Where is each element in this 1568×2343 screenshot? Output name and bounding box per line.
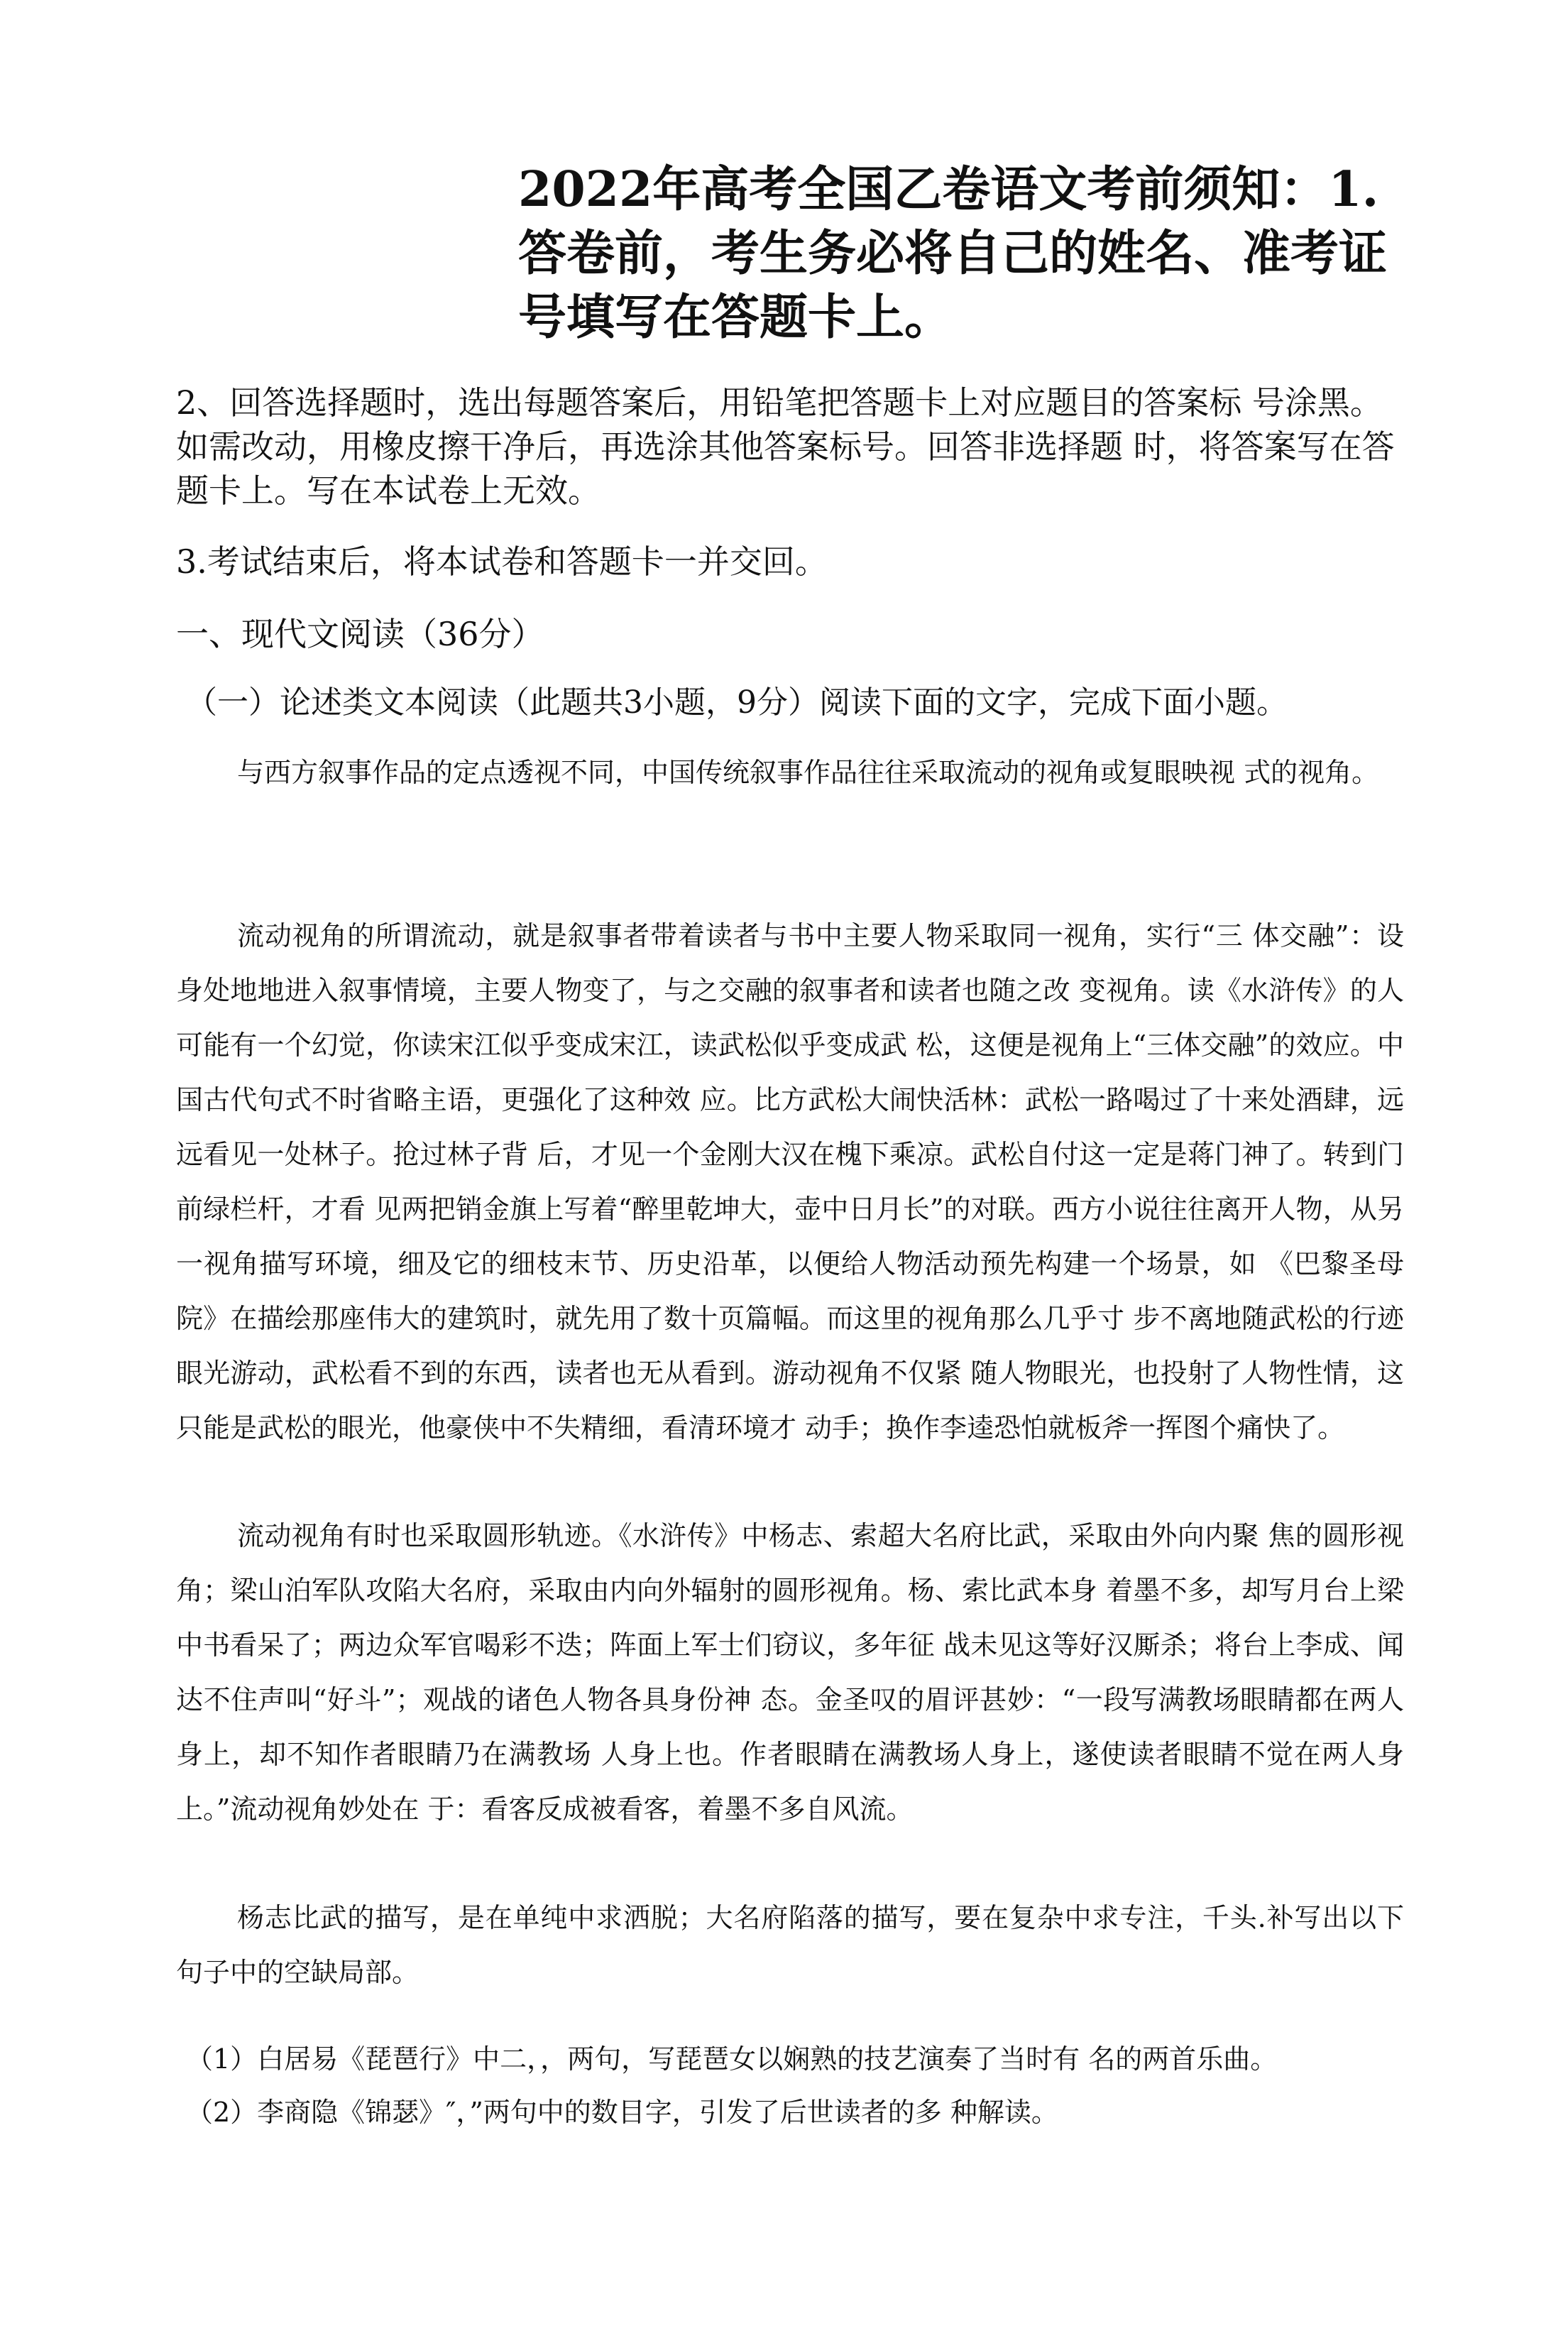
passage-paragraph-3: 流动视角有时也采取圆形轨迹。《水浒传》中杨志、索超大名府比武，采取由外向内聚 焦的圆形视角；梁山泊军队攻陷大名府，采取由内向外辐射的圆形视角。杨、索比武本身 着墨不多，却写月台上梁中书看呆了；两边众军官喝彩不迭；阵面上军士们窃议，多年征 战未见这等好汉厮杀；将台上李成、闻达不住声叫“好斗”；观战的诸色人物各具身份神 态。金圣叹的眉评甚妙：“一段写满教场眼睛都在两人身上，却不知作者眼睛乃在满教场 人身上也。作者眼睛在满教场人身上，遂使读者眼睛不觉在两人身上。”流动视角妙处在 于：看客反成被看客，着墨不多自风流。 bbox=[176, 1520, 1404, 1825]
passage-paragraph-2: 流动视角的所谓流动，就是叙事者带着读者与书中主要人物采取同一视角，实行“三 体交融”：设身处地地进入叙事情境，主要人物变了，与之交融的叙事者和读者也随之改 变视角。读《水浒传》的人可能有一个幻觉，你读宋江似乎变成宋江，读武松似乎变成武 松，这便是视角上“三体交融”的效应。中国古代句式不时省略主语，更强化了这种效 应。比方武松大闹快活林：武松一路喝过了十来处酒肆，远远看见一处林子。抢过林子背 后，才见一个金刚大汉在槐下乘凉。武松自付这一定是蒋门神了。转到门前绿栏杆，才看 见两把销金旗上写着“醉里乾坤大，壶中日月长”的对联。西方小说往往离开人物，从另 一视角描写环境，细及它的细枝末节、历史沿革，以便给人物活动预先构建一个场景，如 《巴黎圣母院》在描绘那座伟大的建筑时，就先用了数十页篇幅。而这里的视角那么几乎寸 步不离地随武松的行迹眼光游动，武松看不到的东西，读者也无从看到。游动视角不仅紧 随人物眼光，也投射了人物性情，这只能是武松的眼光，他豪侠中不失精细，看清环境才 动手；换作李逵恐怕就板斧一挥图个痛快了。 bbox=[176, 920, 1404, 1443]
instruction-item-3: 3.考试结束后，将本试卷和答题卡一并交回。 bbox=[176, 542, 828, 581]
section-heading: 一、现代文阅读（36分） bbox=[176, 615, 544, 653]
question-2: （2）李商隐《锦瑟》″，”两句中的数目字，引发了后世读者的多 种解读。 bbox=[186, 2097, 1058, 2128]
passage-paragraph-1: 与西方叙事作品的定点透视不同，中国传统叙事作品往往采取流动的视角或复眼映视 式的视角。 bbox=[237, 757, 1379, 788]
passage-paragraph-4: 杨志比武的描写，是在单纯中求洒脱；大名府陷落的描写，要在复杂中求专注，千头.补写出以下句子中的空缺局部。 bbox=[176, 1902, 1404, 1988]
page-title: 2022年高考全国乙卷语文考前须知：1.答卷前，考生务必将自己的姓名、准考证号填写在答题卡上。 bbox=[518, 161, 1388, 346]
instruction-item-2: 2、回答选择题时，选出每题答案后，用铅笔把答题卡上对应题目的答案标 号涂黑。如需改动，用橡皮擦干净后，再选涂其他答案标号。回答非选择题 时，将答案写在答题卡上。写在本试卷上无效。 bbox=[176, 383, 1395, 510]
subsection-heading: （一）论述类文本阅读（此题共3小题，9分）阅读下面的文字，完成下面小题。 bbox=[186, 684, 1288, 721]
question-1: （1）白居易《琵琶行》中二，，两句，写琵琶女以娴熟的技艺演奏了当时有 名的两首乐曲。 bbox=[186, 2043, 1278, 2075]
